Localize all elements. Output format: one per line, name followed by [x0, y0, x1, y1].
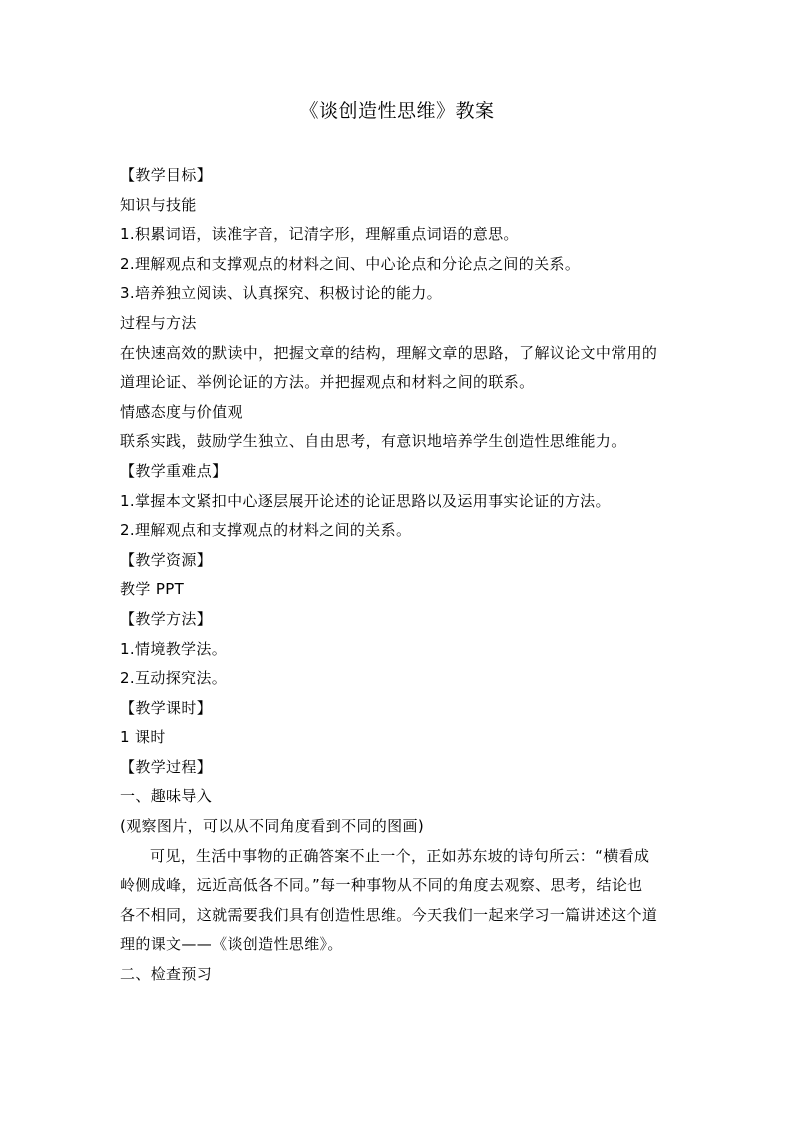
process-method-line-2: 道理论证、举例论证的方法。并把握观点和材料之间的联系。: [120, 373, 535, 392]
section-heading-methods: 【教学方法】: [120, 609, 213, 628]
objective-item-2: 2.理解观点和支撑观点的材料之间、中心论点和分论点之间的关系。: [120, 254, 581, 273]
section-heading-key-points: 【教学重难点】: [120, 461, 228, 480]
key-point-item-1: 1.掌握本文紧扣中心逐层展开论述的论证思路以及运用事实论证的方法。: [120, 491, 611, 510]
introduction-note: (观察图片，可以从不同角度看到不同的图画): [120, 817, 425, 836]
introduction-paragraph-line-2: 岭侧成峰，远近高低各不同。”每一种事物从不同的角度去观察、思考，结论也: [120, 876, 643, 895]
periods-text: 1 课时: [120, 728, 166, 747]
section-heading-resources: 【教学资源】: [120, 550, 213, 569]
attitude-values-text: 联系实践，鼓励学生独立、自由思考，有意识地培养学生创造性思维能力。: [120, 432, 627, 451]
section-heading-periods: 【教学课时】: [120, 698, 213, 717]
key-point-item-2: 2.理解观点和支撑观点的材料之间的关系。: [120, 521, 412, 540]
section-heading-objectives: 【教学目标】: [120, 166, 213, 184]
introduction-paragraph-line-3: 各不相同，这就需要我们具有创造性思维。今天我们一起来学习一篇讲述这个道: [120, 905, 658, 924]
subheading-attitude-values: 情感态度与价值观: [120, 402, 243, 421]
document-body: [120, 161, 680, 990]
method-item-1: 1.情境教学法。: [120, 639, 228, 658]
objective-item-1: 1.积累词语，读准字音，记清字形，理解重点词语的意思。: [120, 225, 519, 244]
objective-item-3: 3.培养独立阅读、认真探究、积极讨论的能力。: [120, 284, 443, 303]
process-method-line-1: 在快速高效的默读中，把握文章的结构，理解文章的思路，了解议论文中常用的: [120, 343, 658, 362]
introduction-paragraph-line-1: 可见，生活中事物的正确答案不止一个，正如苏东坡的诗句所云：“横看成: [150, 846, 650, 865]
step-heading-introduction: 一、趣味导入: [120, 787, 213, 806]
subheading-process-method: 过程与方法: [120, 313, 197, 332]
document-title: 《谈创造性思维》教案: [299, 100, 495, 122]
method-item-2: 2.互动探究法。: [120, 669, 228, 688]
section-heading-process: 【教学过程】: [120, 757, 213, 776]
resources-text: 教学 PPT: [120, 580, 185, 599]
subheading-knowledge-skills: 知识与技能: [120, 195, 197, 214]
introduction-paragraph-line-4: 理的课文——《谈创造性思维》。: [120, 935, 343, 954]
step-heading-preview-check: 二、检查预习: [120, 965, 213, 984]
